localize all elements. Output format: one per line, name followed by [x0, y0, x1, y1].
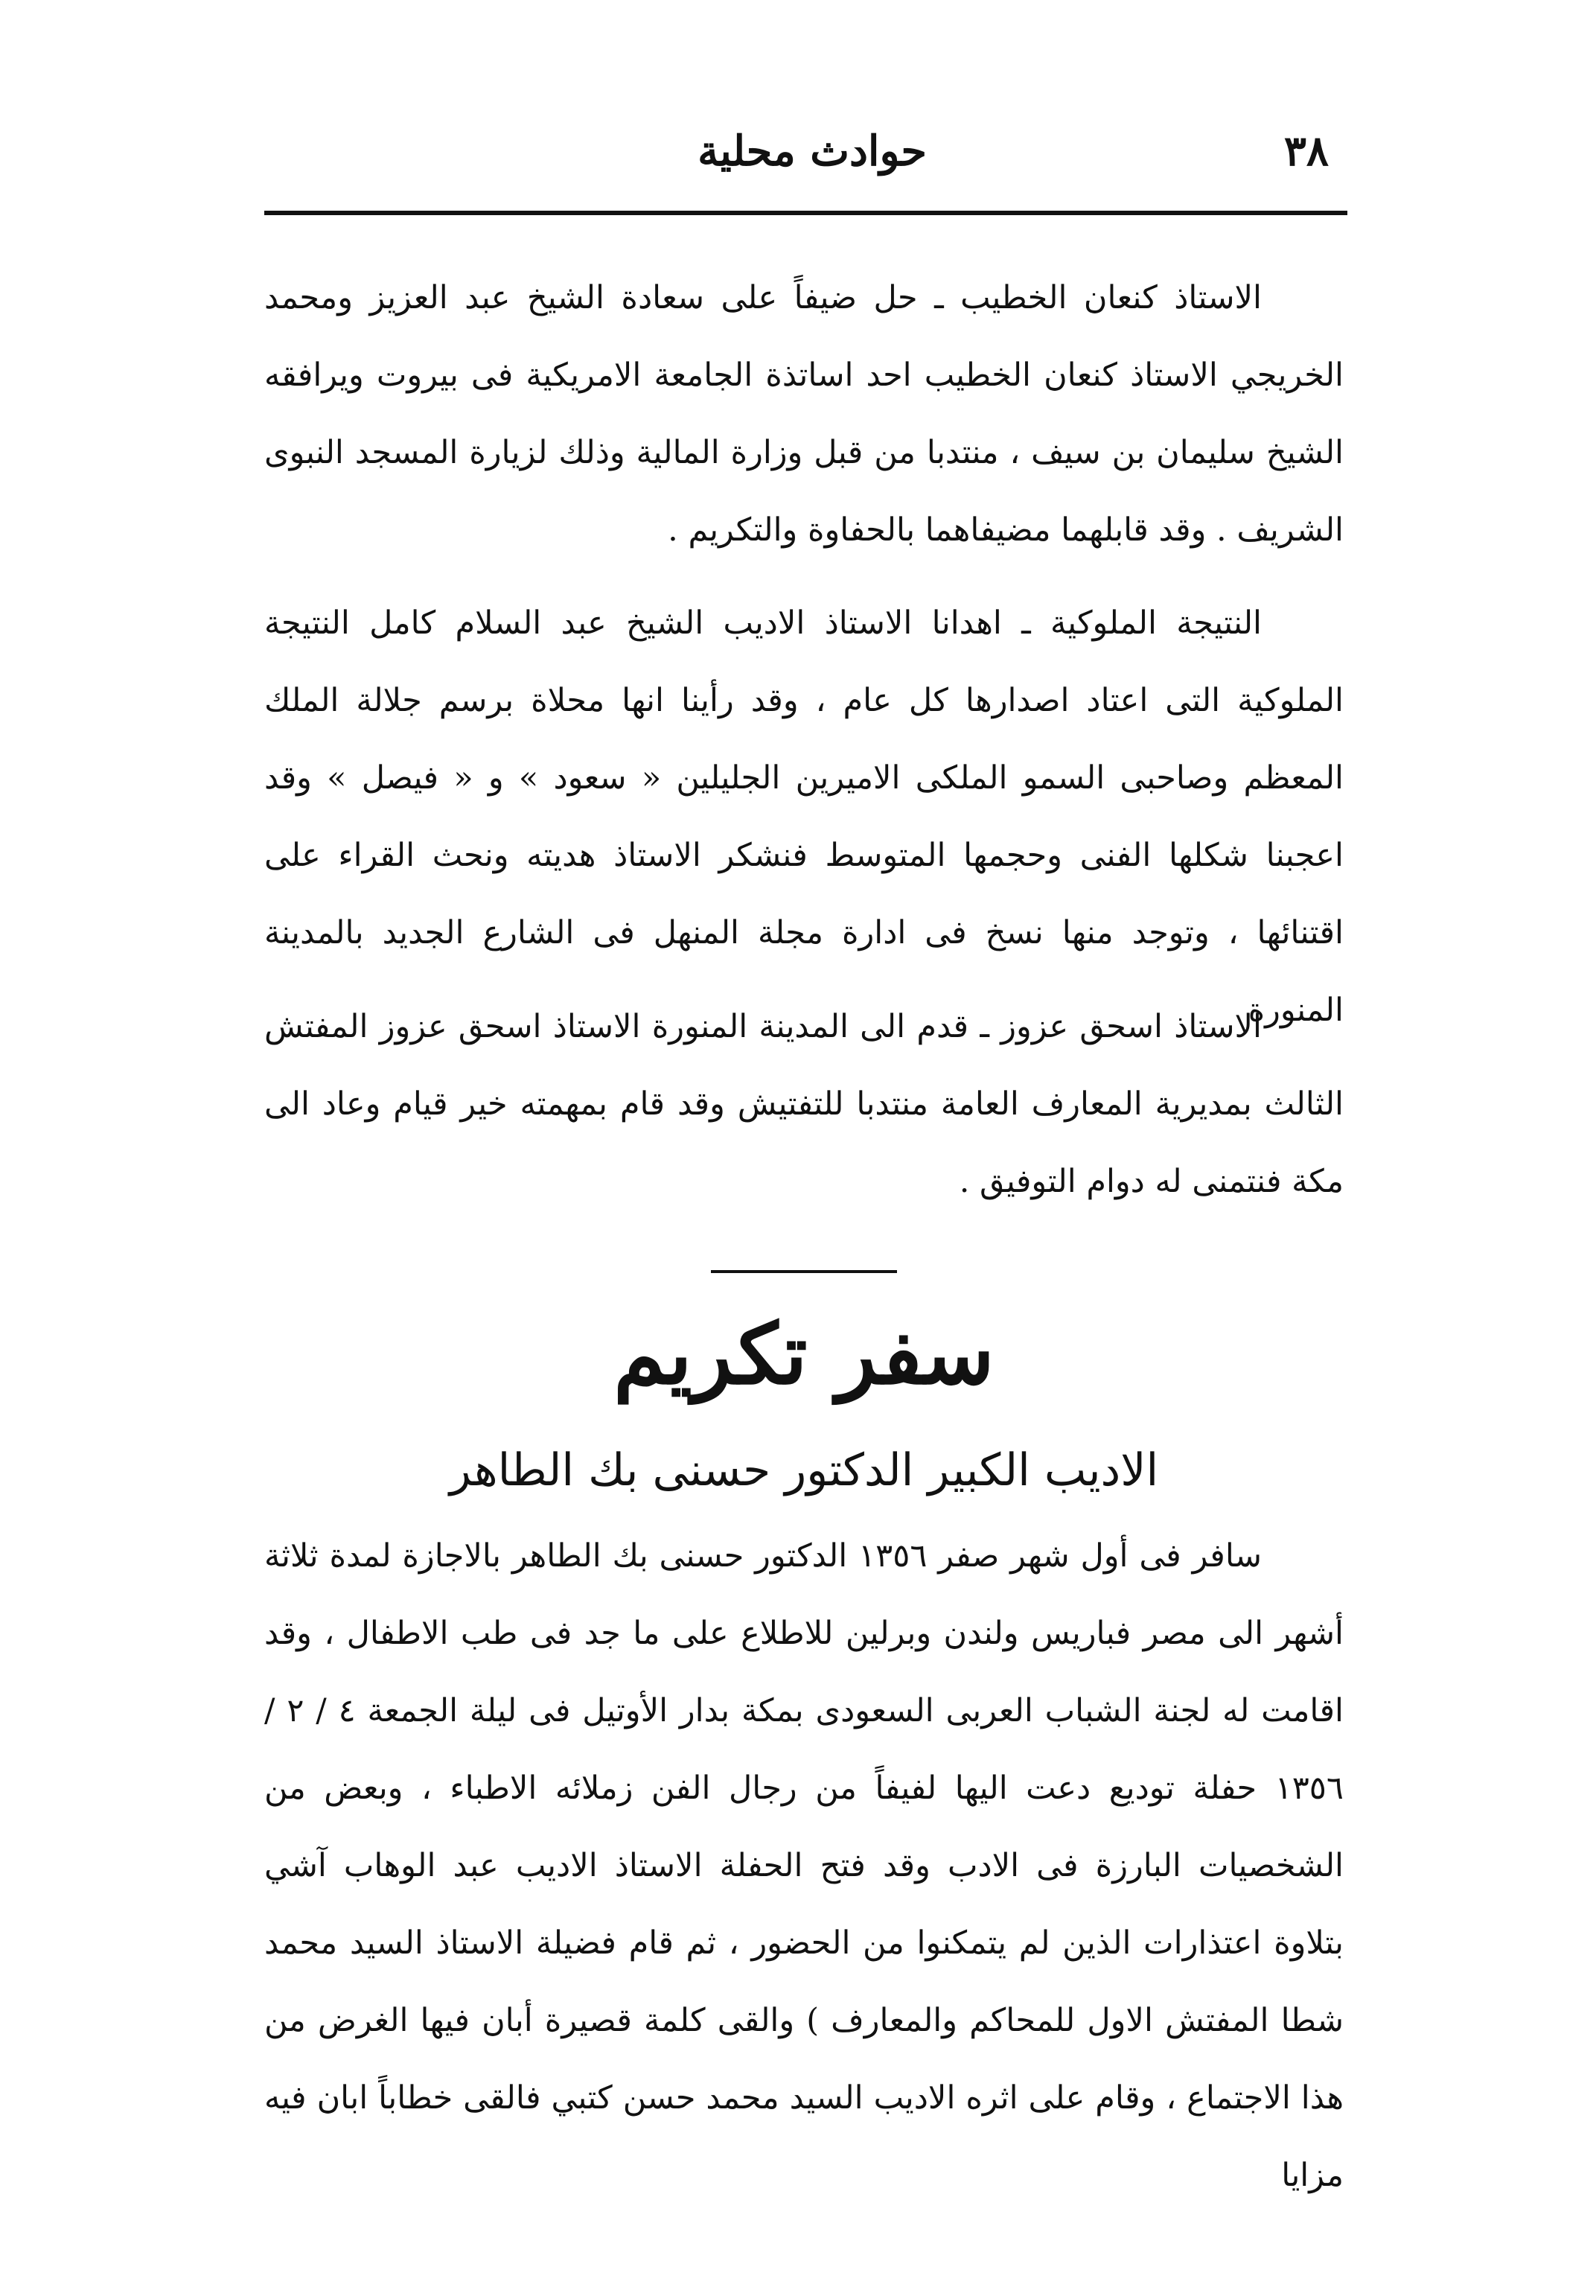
paragraph: الاستاذ اسحق عزوز ـ قدم الى المدينة المنورة الاستاذ اسحق عزوز المفتش الثالث بمديرية المعارف العامة منتدبا للتفتيش وقد قام بمهمته خير قيام وعاد الى مكة فنتمنى له دوام التوفيق . — [264, 1008, 1344, 1200]
page-number: ٣٨ — [1283, 127, 1329, 176]
paragraph: الاستاذ كنعان الخطيب ـ حل ضيفاً على سعادة الشيخ عبد العزيز ومحمد الخريجي الاستاذ كنعان الخطيب احد اساتذة الجامعة الامريكية فى بيروت ويرافقه الشيخ سليمان بن سيف ، منتدبا من قبل وزارة المالية وذلك لزيارة المسجد النبوى الشريف . وقد قابلهما مضيفاهما بالحفاوة والتكريم . — [264, 279, 1344, 549]
header-rule — [264, 211, 1347, 215]
running-title: حوادث محلية — [698, 127, 927, 176]
section-heading: سفر تكريم — [613, 1306, 995, 1403]
section-divider — [711, 1270, 897, 1273]
section-body — [264, 1517, 1344, 2214]
paragraph: سافر فى أول شهر صفر ١٣٥٦ الدكتور حسنى بك الطاهر بالاجازة لمدة ثلاثة أشهر الى مصر فباريس ولندن وبرلين للاطلاع على ما جد فى طب الاطفال ، وقد اقامت له لجنة الشباب العربى السعودى بمكة بدار الأوتيل فى ليلة الجمعة ٤ / ٢ / ١٣٥٦ حفلة توديع دعت اليها لفيفاً من رجال الفن زملائه الاطباء ، وبعض من الشخصيات البارزة فى الادب وقد فتح الحفلة الاستاذ الاديب عبد الوهاب آشي بتلاوة اعتذارات الذين لم يتمكنوا من الحضور ، ثم قام فضيلة الاستاذ السيد محمد شطا المفتش الاول للمحاكم والمعارف ) والقى كلمة قصيرة أبان فيها الغرض من هذا الاجتماع ، وقام على اثره الاديب السيد محمد حسن كتبي فالقى خطاباً ابان فيه مزايا — [264, 1537, 1344, 2194]
news-item-royal-calendar — [264, 584, 1344, 1049]
section-subheading: الاديب الكبير الدكتور حسنى بك الطاهر — [449, 1444, 1159, 1496]
news-item-ishaq-azzouz — [264, 988, 1344, 1220]
paragraph: النتيجة الملوكية ـ اهدانا الاستاذ الاديب الشيخ عبد السلام كامل النتيجة الملوكية التى اعتاد اصدارها كل عام ، وقد رأينا انها محلاة برسم جلالة الملك المعظم وصاحبى السمو الملكى الاميرين الجليلين « سعود » و « فيصل » وقد اعجبنا شكلها الفنى وحجمها المتوسط فنشكر الاستاذ هديته ونحث القراء على اقتنائها ، وتوجد منها نسخ فى ادارة مجلة المنهل فى الشارع الجديد بالمدينة المنورة — [264, 605, 1344, 1029]
page-header — [264, 127, 1344, 179]
news-item-kanaan-al-khatib — [264, 259, 1344, 569]
